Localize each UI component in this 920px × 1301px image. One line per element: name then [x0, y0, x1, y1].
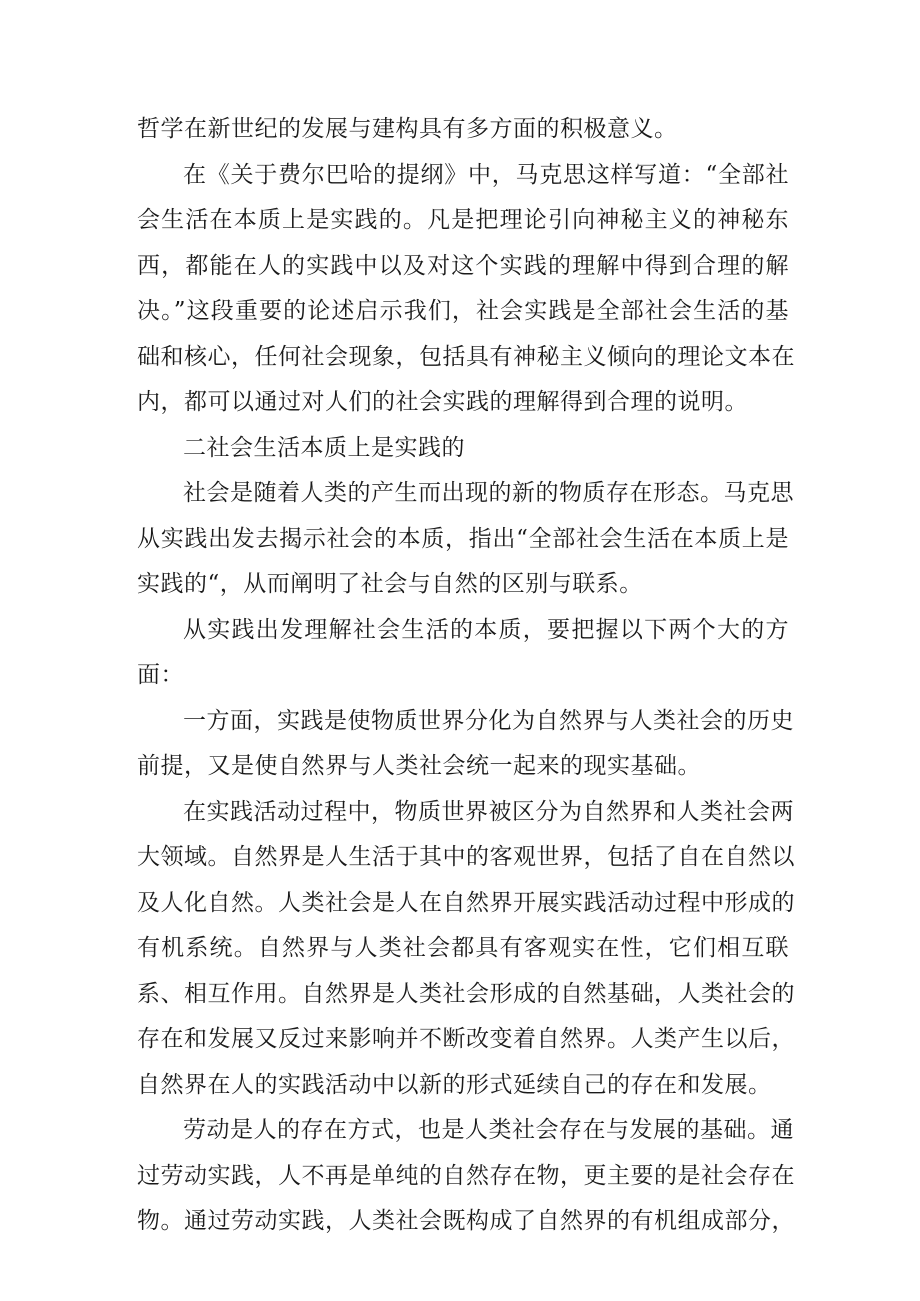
- text-line: 础和核心，任何社会现象，包括具有神秘主义倾向的理论文本在: [137, 343, 795, 370]
- text-line: 实践的“，从而阐明了社会与自然的区别与联系。: [137, 571, 643, 597]
- text-line: 有机系统。自然界与人类社会都具有客观实在性，它们相互联: [137, 935, 789, 961]
- document-body: [137, 107, 795, 1245]
- text-line: 决。”这段重要的论述启示我们，社会实践是全部社会生活的基: [137, 298, 789, 324]
- text-line: 大领域。自然界是人生活于其中的客观世界，包括了自在自然以: [137, 844, 795, 870]
- text-line: 在实践活动过程中，物质世界被区分为自然界和人类社会两: [183, 798, 794, 825]
- text-line: 劳动是人的存在方式，也是人类社会存在与发展的基础。通: [183, 1117, 794, 1143]
- text-line: 西，都能在人的实践中以及对这个实践的理解中得到合理的解: [137, 252, 789, 279]
- text-line: 从实践出发理解社会生活的本质，要把握以下两个大的方: [183, 616, 789, 643]
- text-line: 及人化自然。人类社会是人在自然界开展实践活动过程中形成的: [137, 889, 795, 916]
- text-line: 一方面，实践是使物质世界分化为自然界与人类社会的历史: [183, 707, 794, 734]
- text-line: 物。通过劳动实践，人类社会既构成了自然界的有机组成部分，: [137, 1208, 795, 1234]
- text-line: 在《关于费尔巴哈的提纲》中，马克思这样写道：“全部社: [183, 161, 789, 188]
- text-line: 自然界在人的实践活动中以新的形式延续自己的存在和发展。: [137, 1071, 772, 1098]
- text-line: 社会是随着人类的产生而出现的新的物质存在形态。马克思: [183, 480, 794, 506]
- section-heading: 二社会生活本质上是实践的: [183, 434, 465, 461]
- text-line: 前提，又是使自然界与人类社会统一起来的现实基础。: [137, 753, 701, 779]
- text-line: 面：: [137, 662, 184, 688]
- text-line: 系、相互作用。自然界是人类社会形成的自然基础，人类社会的: [137, 980, 795, 1007]
- text-line: 内，都可以通过对人们的社会实践的理解得到合理的说明。: [137, 389, 748, 415]
- text-line: 存在和发展又反过来影响并不断改变着自然界。人类产生以后，: [137, 1026, 795, 1052]
- text-line: 从实践出发去揭示社会的本质，指出“全部社会生活在本质上是: [137, 525, 789, 552]
- text-line: 会生活在本质上是实践的。凡是把理论引向神秘主义的神秘东: [137, 207, 789, 233]
- text-line: 哲学在新世纪的发展与建构具有多方面的积极意义。: [137, 116, 678, 142]
- text-line: 过劳动实践，人不再是单纯的自然存在物，更主要的是社会存在: [137, 1162, 795, 1189]
